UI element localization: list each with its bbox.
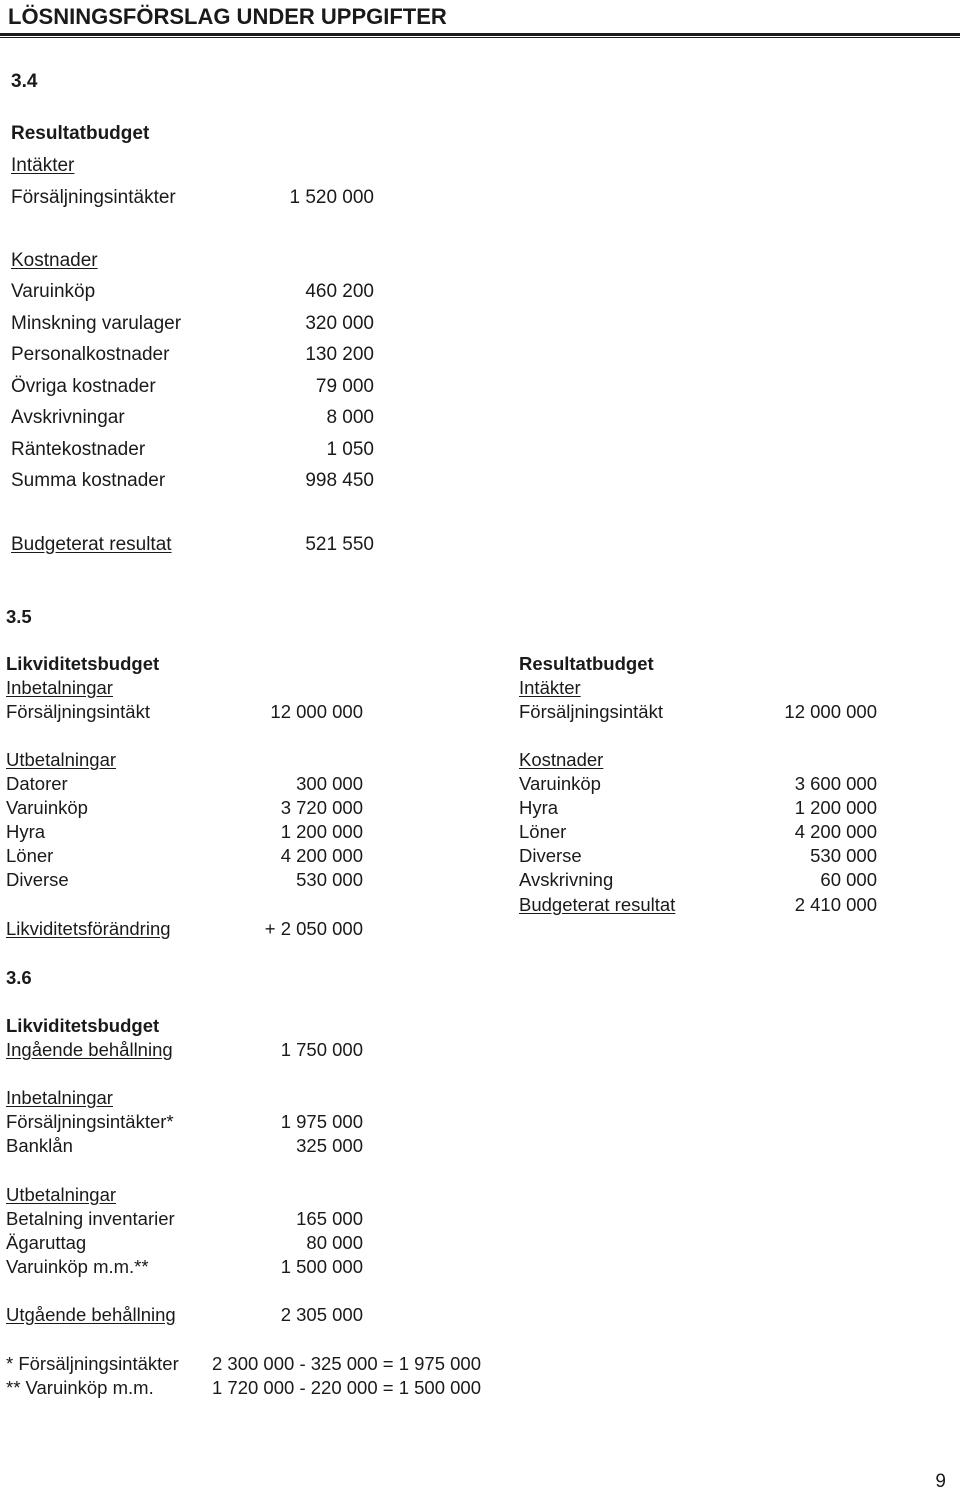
footnote-label: ** Varuinköp m.m.: [6, 1377, 154, 1398]
income-budget-title: Resultatbudget: [519, 653, 654, 674]
row-label: Avskrivning: [519, 869, 614, 890]
row-value: 80 000: [306, 1232, 363, 1253]
result-value: 521 550: [305, 534, 374, 555]
row-value: 165 000: [296, 1208, 363, 1229]
row-label: Försäljningsintäkt: [519, 701, 663, 722]
row-value: 12 000 000: [270, 701, 363, 722]
row-label: Löner: [519, 821, 567, 842]
opening-balance-label: Ingående behållning: [6, 1039, 173, 1060]
page-header-title: LÖSNINGSFÖRSLAG UNDER UPPGIFTER: [8, 4, 447, 29]
row-value: 1 050: [326, 439, 374, 460]
row-label: Varuinköp: [519, 773, 601, 794]
row-label: Minskning varulager: [11, 313, 182, 334]
row-label: Övriga kostnader: [11, 376, 156, 397]
row-label: Hyra: [519, 797, 559, 818]
cost-heading: Kostnader: [519, 749, 604, 770]
footnote-calculation: 1 720 000 - 220 000 = 1 500 000: [212, 1377, 481, 1398]
section-title: Resultatbudget: [11, 123, 150, 144]
row-value: 3 600 000: [794, 773, 877, 794]
result-label: Budgeterat resultat: [11, 534, 172, 555]
row-label: Diverse: [519, 845, 582, 866]
row-value: 1 500 000: [280, 1256, 363, 1277]
row-value: 460 200: [305, 281, 374, 302]
closing-balance-value: 2 305 000: [280, 1304, 363, 1325]
row-label: Diverse: [6, 869, 69, 890]
liquidity-change-value: + 2 050 000: [264, 918, 363, 939]
header-divider: [0, 33, 960, 36]
row-label: Datorer: [6, 773, 68, 794]
row-label: Betalning inventarier: [6, 1208, 175, 1229]
row-value: 60 000: [820, 869, 877, 890]
footnote-label: * Försäljningsintäkter: [6, 1353, 179, 1374]
row-value: 1 200 000: [280, 821, 363, 842]
result-value: 2 410 000: [794, 894, 877, 915]
row-value: 530 000: [296, 869, 363, 890]
liquidity-change-label: Likviditetsförändring: [6, 918, 171, 939]
row-value: 325 000: [296, 1135, 363, 1156]
liquidity-budget-title: Likviditetsbudget: [6, 1015, 160, 1036]
receipts-heading: Inbetalningar: [6, 677, 113, 698]
row-label: Varuinköp: [6, 797, 88, 818]
page-number: 9: [935, 1471, 946, 1492]
income-heading: Intäkter: [11, 155, 75, 176]
row-label: Försäljningsintäkt: [6, 701, 150, 722]
row-value: 320 000: [305, 313, 374, 334]
result-label: Budgeterat resultat: [519, 894, 676, 915]
row-label: Räntekostnader: [11, 439, 146, 460]
row-value: 300 000: [296, 773, 363, 794]
row-value: 530 000: [810, 845, 877, 866]
row-value: 4 200 000: [280, 845, 363, 866]
income-heading: Intäkter: [519, 677, 581, 698]
payments-heading: Utbetalningar: [6, 1184, 117, 1205]
row-value: 1 200 000: [794, 797, 877, 818]
row-label: Försäljningsintäkter: [11, 187, 176, 208]
row-label: Varuinköp: [11, 281, 96, 302]
row-value: 130 200: [305, 344, 374, 365]
footnote-calculation: 2 300 000 - 325 000 = 1 975 000: [212, 1353, 481, 1374]
section-number: 3.4: [11, 71, 38, 92]
row-value: 8 000: [326, 407, 374, 428]
row-value: 4 200 000: [794, 821, 877, 842]
receipts-heading: Inbetalningar: [6, 1087, 113, 1108]
row-label: Ägaruttag: [6, 1232, 87, 1253]
liquidity-budget-title: Likviditetsbudget: [6, 653, 160, 674]
payments-heading: Utbetalningar: [6, 749, 117, 770]
cost-heading: Kostnader: [11, 250, 98, 271]
row-label: Personalkostnader: [11, 344, 170, 365]
row-label: Löner: [6, 845, 54, 866]
row-value: 12 000 000: [784, 701, 877, 722]
section-number: 3.5: [6, 606, 32, 627]
row-value: 3 720 000: [280, 797, 363, 818]
row-value: 79 000: [315, 376, 374, 397]
row-label: Varuinköp m.m.**: [6, 1256, 149, 1277]
header-divider-thin: [0, 37, 960, 38]
section-number: 3.6: [6, 967, 32, 988]
row-value: 1 975 000: [280, 1111, 363, 1132]
total-value: 998 450: [305, 470, 374, 491]
row-label: Avskrivningar: [11, 407, 125, 428]
closing-balance-label: Utgående behållning: [6, 1304, 176, 1325]
row-label: Hyra: [6, 821, 46, 842]
total-label: Summa kostnader: [11, 470, 166, 491]
row-value: 1 520 000: [289, 187, 374, 208]
row-label: Försäljningsintäkter*: [6, 1111, 174, 1132]
row-label: Banklån: [6, 1135, 73, 1156]
opening-balance-value: 1 750 000: [280, 1039, 363, 1060]
